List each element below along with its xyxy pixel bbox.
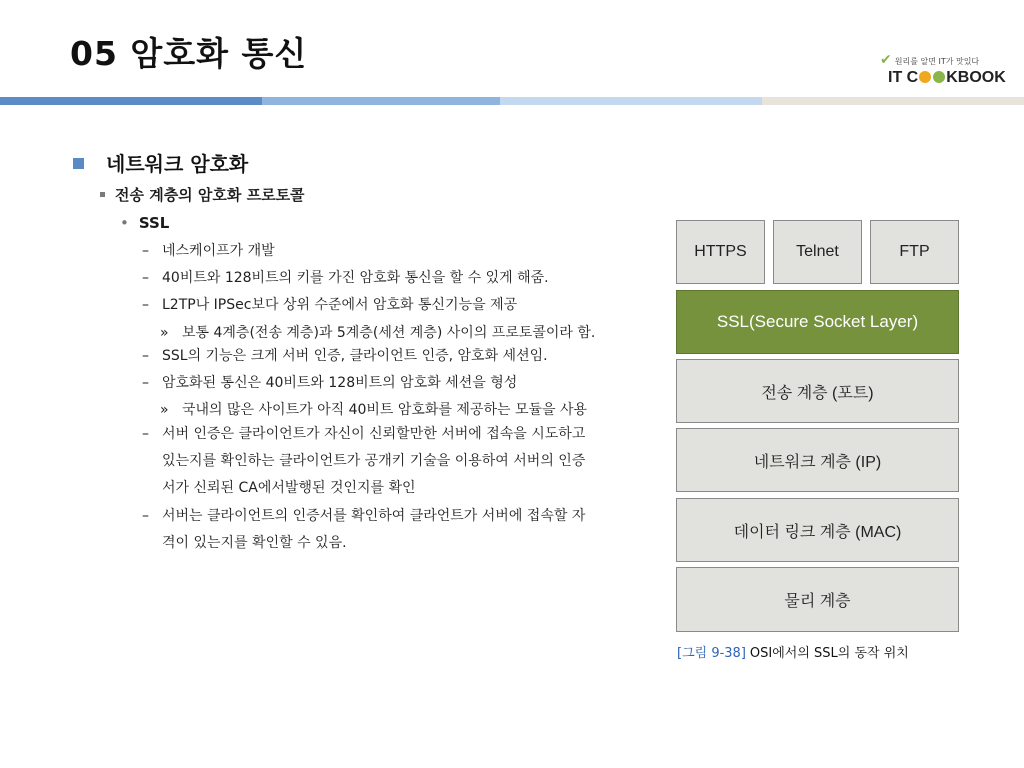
it-cookbook-logo	[880, 52, 1010, 92]
list-item-continuation	[162, 448, 585, 475]
raquo-bullet: »	[160, 325, 169, 341]
list-item	[142, 370, 518, 397]
logo-tagline-text: 원리를 알면 IT가 맛있다	[894, 57, 980, 66]
list-item	[142, 265, 549, 292]
list-item	[142, 503, 586, 530]
green-dot-icon	[933, 71, 945, 83]
logo-brand	[888, 69, 1006, 87]
list-item-text: 네스케이프가 개발	[162, 243, 275, 259]
list-item-text: 서가 신뢰된 CA에서발행된 것인지를 확인	[162, 480, 416, 496]
protocol-box-https: HTTPS	[676, 220, 765, 284]
layer-box-datalink: 데이터 링크 계층 (MAC)	[676, 498, 959, 562]
list-item-text: 보통 4계층(전송 계층)과 5계층(세션 계층) 사이의 프로토콜이라 함.	[182, 325, 596, 341]
figure-caption	[677, 642, 909, 661]
dash-bullet: –	[142, 426, 149, 442]
dash-bullet: –	[142, 243, 149, 259]
list-item-continuation	[162, 475, 416, 502]
heading-level2-text: 전송 계층의 암호화 프로토콜	[115, 186, 305, 204]
divider-bar-3	[500, 97, 762, 105]
header-divider-bars	[0, 97, 1024, 105]
list-item-text: 국내의 많은 사이트가 아직 40비트 암호화를 제공하는 모듈을 사용	[182, 402, 588, 418]
heading-ssl	[120, 214, 169, 232]
small-square-bullet-icon	[100, 192, 105, 197]
dash-bullet: –	[142, 297, 149, 313]
raquo-bullet: »	[160, 402, 169, 418]
list-item-text: 있는지를 확인하는 클라이언트가 공개키 기술을 이용하여 서버의 인증	[162, 453, 586, 469]
protocol-box-telnet: Telnet	[773, 220, 862, 284]
divider-bar-1	[0, 97, 262, 105]
check-icon: ✔	[880, 52, 892, 68]
dot-bullet-icon: •	[120, 214, 129, 232]
logo-tagline	[880, 52, 979, 68]
logo-brand-suffix: KBOOK	[946, 69, 1006, 86]
dash-bullet: –	[142, 508, 149, 524]
logo-brand-prefix: IT C	[888, 69, 919, 86]
list-item-text: 암호화된 통신은 40비트와 128비트의 암호화 세션을 형성	[162, 375, 518, 391]
list-item-continuation	[162, 530, 347, 557]
dash-bullet: –	[142, 348, 149, 364]
list-item-text: 서버 인증은 클라이언트가 자신이 신뢰할만한 서버에 접속을 시도하고	[162, 426, 586, 442]
heading-network-encryption	[73, 148, 248, 177]
heading-level1-text: 네트워크 암호화	[106, 152, 249, 176]
list-item-text: 40비트와 128비트의 키를 가진 암호화 통신을 할 수 있게 해줌.	[162, 270, 549, 286]
list-item	[142, 292, 518, 319]
heading-transport-protocol	[100, 184, 305, 205]
layer-box-physical: 물리 계층	[676, 567, 959, 632]
list-item	[142, 343, 548, 370]
slide-title: 05 암호화 통신	[70, 34, 308, 73]
list-item-text: 격이 있는지를 확인할 수 있음.	[162, 535, 347, 551]
divider-bar-4	[762, 97, 1024, 105]
figure-number: [그림 9-38]	[677, 646, 746, 661]
list-item-text: L2TP나 IPSec보다 상위 수준에서 암호화 통신기능을 제공	[162, 297, 518, 313]
list-item-text: SSL의 기능은 크게 서버 인증, 클라이언트 인증, 암호화 세션임.	[162, 348, 548, 364]
figure-caption-text: OSI에서의 SSL의 동작 위치	[749, 646, 909, 661]
layer-box-network: 네트워크 계층 (IP)	[676, 428, 959, 492]
heading-level3-text: SSL	[138, 214, 170, 232]
layer-box-transport: 전송 계층 (포트)	[676, 359, 959, 423]
divider-bar-2	[262, 97, 500, 105]
layer-box-ssl: SSL(Secure Socket Layer)	[676, 290, 959, 354]
list-item	[142, 238, 275, 265]
sub-list-item	[160, 397, 588, 424]
square-bullet-icon	[73, 158, 84, 169]
list-item	[142, 421, 586, 448]
list-item-text: 서버는 클라이언트의 인증서를 확인하여 클라언트가 서버에 접속할 자	[162, 508, 586, 524]
dash-bullet: –	[142, 270, 149, 286]
dash-bullet: –	[142, 375, 149, 391]
protocol-box-ftp: FTP	[870, 220, 959, 284]
orange-dot-icon	[919, 71, 931, 83]
